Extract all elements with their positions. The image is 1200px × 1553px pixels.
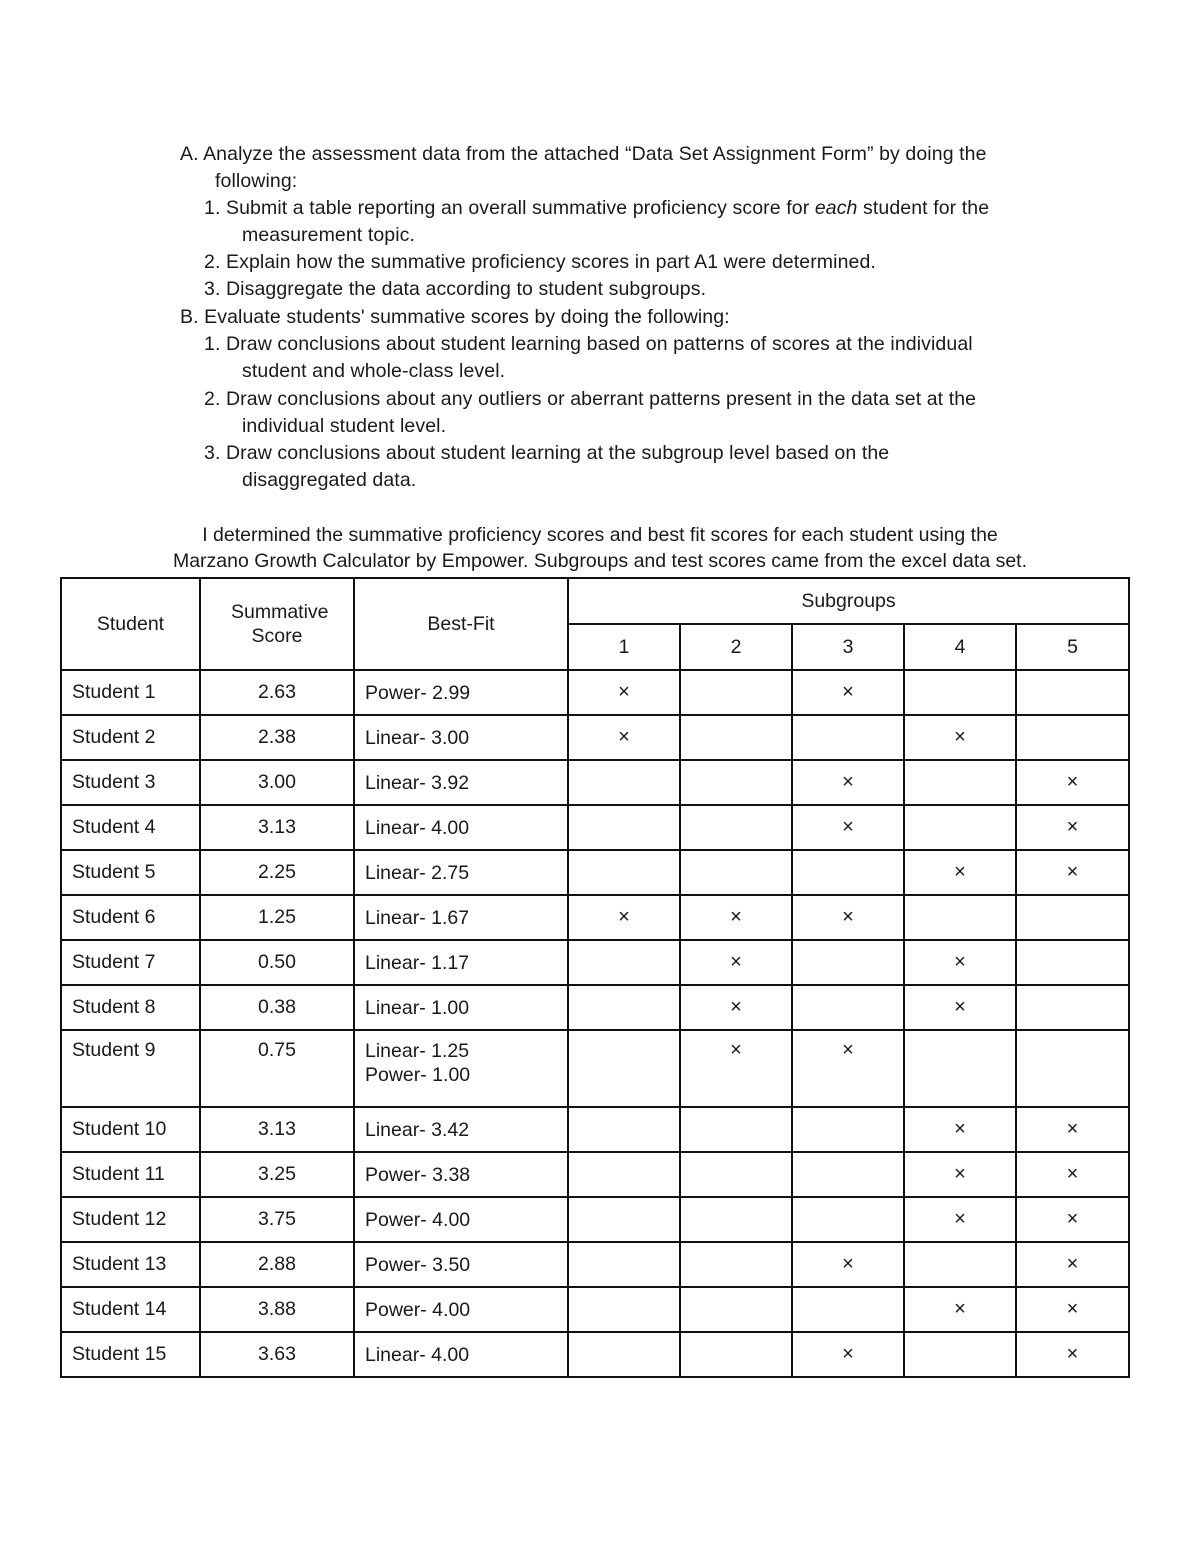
subgroup-1-cell: [568, 850, 680, 895]
section-a-item3: [204, 276, 706, 303]
subgroup-3-cell: [792, 760, 904, 805]
subgroup-2-cell: [680, 760, 792, 805]
student-name-cell: Student 14: [61, 1287, 200, 1332]
subgroup-5-cell: [1016, 940, 1129, 985]
subgroup-5-cell: [1016, 1030, 1129, 1107]
best-fit-cell: [354, 940, 568, 985]
subgroup-4-cell: [904, 1030, 1016, 1107]
section-b-item3-line1: [204, 440, 889, 467]
section-b-marker: B.: [180, 306, 199, 328]
section-b-item2-line1: [204, 386, 976, 413]
subgroup-3-cell: [792, 1242, 904, 1287]
subgroup-4-cell: [904, 1287, 1016, 1332]
section-a-marker: A.: [180, 143, 199, 165]
subgroup-5-cell: [1016, 985, 1129, 1030]
subgroup-4-cell: [904, 1197, 1016, 1242]
subgroup-mark: ×: [842, 1253, 854, 1275]
item-text: Draw conclusions about student learning based on patterns of scores at the individual: [226, 333, 973, 355]
subgroup-1-cell: [568, 715, 680, 760]
subgroup-3-cell: [792, 985, 904, 1030]
best-fit-cell: [354, 805, 568, 850]
subgroup-3-cell: [792, 715, 904, 760]
subgroup-1-cell: [568, 1332, 680, 1377]
student-name-cell: Student 10: [61, 1107, 200, 1152]
section-b-text: Evaluate students' summative scores by doing the following:: [204, 306, 730, 328]
subgroup-5-cell: [1016, 760, 1129, 805]
item-text: Explain how the summative proficiency scores in part A1 were determined.: [226, 251, 876, 273]
subgroup-mark: ×: [730, 906, 742, 928]
best-fit-value: Power- 3.38: [365, 1163, 471, 1186]
summative-score-cell: 3.63: [200, 1332, 354, 1377]
best-fit-value: Power- 4.00: [365, 1298, 471, 1321]
subgroup-mark: ×: [1066, 1343, 1079, 1365]
subgroup-5-cell: [1016, 1332, 1129, 1377]
section-b-item1-line2: student and whole-class level.: [242, 360, 506, 382]
table-row: [61, 670, 1129, 715]
table-row: [61, 1197, 1129, 1242]
table-row: [61, 1107, 1129, 1152]
subgroup-1-cell: [568, 670, 680, 715]
summative-score-cell: 0.38: [200, 985, 354, 1030]
best-fit-cell: [354, 1197, 568, 1242]
student-name-cell: Student 4: [61, 805, 200, 850]
table-row: [61, 715, 1129, 760]
best-fit-cell: [354, 1332, 568, 1377]
student-name-cell: Student 1: [61, 670, 200, 715]
subgroup-4-cell: [904, 1107, 1016, 1152]
summative-score-cell: 2.25: [200, 850, 354, 895]
subgroup-mark: ×: [1066, 1118, 1079, 1140]
subgroup-3-cell: [792, 1287, 904, 1332]
subgroup-3-cell: [792, 1030, 904, 1107]
subgroup-1-cell: [568, 985, 680, 1030]
summative-score-cell: 0.75: [200, 1030, 354, 1107]
subgroup-2-cell: [680, 850, 792, 895]
best-fit-value: Linear- 3.92: [365, 771, 470, 794]
subgroup-mark: ×: [842, 681, 854, 703]
subgroup-2-cell: [680, 1152, 792, 1197]
best-fit-cell: [354, 850, 568, 895]
best-fit-cell: [354, 895, 568, 940]
student-name-cell: Student 3: [61, 760, 200, 805]
table-row: [61, 760, 1129, 805]
subgroup-header-4: 4: [904, 624, 1016, 670]
table-row: [61, 1242, 1129, 1287]
student-name-cell: Student 2: [61, 715, 200, 760]
best-fit-cell: [354, 1242, 568, 1287]
section-a-item1-line2: measurement topic.: [242, 224, 416, 246]
table-header-row: [61, 578, 1129, 624]
subgroup-3-cell: [792, 1197, 904, 1242]
summative-score-cell: 0.50: [200, 940, 354, 985]
subgroup-mark: ×: [1066, 1208, 1079, 1230]
subgroup-3-cell: [792, 805, 904, 850]
subgroup-mark: ×: [954, 996, 966, 1018]
best-fit-value: Linear- 4.00: [365, 1343, 470, 1366]
section-a-item1-line1: [204, 195, 989, 222]
subgroup-5-cell: [1016, 715, 1129, 760]
subgroup-2-cell: [680, 1107, 792, 1152]
subgroup-1-cell: [568, 805, 680, 850]
best-fit-cell: [354, 1287, 568, 1332]
intro-line1: I determined the summative proficiency scores and best fit scores for each student using the: [202, 524, 998, 546]
subgroup-mark: ×: [1066, 816, 1079, 838]
subgroup-mark: ×: [618, 681, 630, 703]
subgroup-mark: ×: [618, 726, 630, 748]
table-row: [61, 985, 1129, 1030]
subgroup-3-cell: [792, 940, 904, 985]
subgroup-mark: ×: [954, 1298, 966, 1320]
subgroup-4-cell: [904, 1152, 1016, 1197]
summative-score-cell: 3.88: [200, 1287, 354, 1332]
summative-column-header: Summative Score: [200, 578, 354, 670]
subgroup-4-cell: [904, 1242, 1016, 1287]
subgroup-header-1: 1: [568, 624, 680, 670]
section-b-item2-line2: individual student level.: [242, 415, 447, 437]
student-column-header: Student: [61, 578, 200, 670]
subgroup-mark: ×: [1066, 771, 1079, 793]
subgroup-1-cell: [568, 1107, 680, 1152]
item-marker: 3.: [204, 278, 221, 300]
subgroup-4-cell: [904, 895, 1016, 940]
subgroup-mark: ×: [954, 1208, 966, 1230]
subgroup-5-cell: [1016, 1107, 1129, 1152]
subgroup-5-cell: [1016, 1242, 1129, 1287]
item-text: Disaggregate the data according to student subgroups.: [226, 278, 707, 300]
subgroup-mark: ×: [1066, 1298, 1079, 1320]
subgroup-2-cell: [680, 1030, 792, 1107]
subgroup-4-cell: [904, 715, 1016, 760]
best-fit-cell: [354, 1107, 568, 1152]
subgroup-2-cell: [680, 1332, 792, 1377]
table-row: [61, 1332, 1129, 1377]
subgroup-1-cell: [568, 1287, 680, 1332]
best-fit-value: Power- 1.00: [365, 1064, 471, 1086]
subgroup-header-2: 2: [680, 624, 792, 670]
item-emphasis: each: [814, 197, 858, 219]
student-name-cell: Student 5: [61, 850, 200, 895]
best-fit-value: Linear- 1.17: [365, 951, 470, 974]
subgroup-1-cell: [568, 940, 680, 985]
item-marker: 2.: [204, 251, 221, 273]
subgroup-5-cell: [1016, 1197, 1129, 1242]
subgroup-2-cell: [680, 940, 792, 985]
subgroup-header-3: 3: [792, 624, 904, 670]
best-fit-value: Linear- 1.67: [365, 906, 470, 929]
subgroup-1-cell: [568, 1242, 680, 1287]
intro-line2: Marzano Growth Calculator by Empower. Subgroups and test scores came from the excel data set.: [172, 550, 1028, 572]
subgroup-2-cell: [680, 1287, 792, 1332]
subgroup-2-cell: [680, 715, 792, 760]
best-fit-value: Linear- 3.00: [365, 726, 470, 749]
subgroup-5-cell: [1016, 670, 1129, 715]
subgroup-2-cell: [680, 985, 792, 1030]
best-fit-value: Power- 4.00: [365, 1208, 471, 1231]
intro-paragraph: [140, 522, 1060, 574]
subgroup-mark: ×: [954, 1163, 966, 1185]
subgroup-3-cell: [792, 850, 904, 895]
subgroup-4-cell: [904, 940, 1016, 985]
section-b-item1-line1: [204, 331, 973, 358]
subgroup-3-cell: [792, 670, 904, 715]
best-fit-cell: [354, 760, 568, 805]
subgroup-1-cell: [568, 895, 680, 940]
best-fit-value: Power- 3.50: [365, 1253, 471, 1276]
subgroup-5-cell: [1016, 850, 1129, 895]
subgroup-mark: ×: [1066, 1253, 1079, 1275]
best-fit-cell: [354, 715, 568, 760]
item-text: Submit a table reporting an overall summative proficiency score for: [226, 197, 815, 219]
student-name-cell: Student 7: [61, 940, 200, 985]
subgroup-4-cell: [904, 670, 1016, 715]
table-row: [61, 850, 1129, 895]
item-marker: 3.: [204, 442, 221, 464]
subgroup-3-cell: [792, 1332, 904, 1377]
table-row: [61, 805, 1129, 850]
section-b-item3-line2: disaggregated data.: [242, 469, 417, 491]
subgroup-2-cell: [680, 670, 792, 715]
subgroup-mark: ×: [842, 906, 854, 928]
best-fit-value: Linear- 1.00: [365, 996, 470, 1019]
subgroup-5-cell: [1016, 805, 1129, 850]
student-name-cell: Student 11: [61, 1152, 200, 1197]
best-fit-value: Linear- 3.42: [365, 1118, 470, 1141]
section-a-line2: following:: [215, 170, 298, 192]
subgroup-header-5: 5: [1016, 624, 1129, 670]
subgroup-mark: ×: [954, 861, 966, 883]
summative-score-cell: 2.63: [200, 670, 354, 715]
item-marker: 2.: [204, 388, 221, 410]
subgroup-1-cell: [568, 1152, 680, 1197]
subgroup-4-cell: [904, 850, 1016, 895]
subgroup-4-cell: [904, 805, 1016, 850]
table-row: [61, 940, 1129, 985]
summative-score-cell: 2.88: [200, 1242, 354, 1287]
student-name-cell: Student 12: [61, 1197, 200, 1242]
summative-score-cell: 1.25: [200, 895, 354, 940]
item-marker: 1.: [204, 197, 221, 219]
subgroup-3-cell: [792, 1107, 904, 1152]
subgroup-mark: ×: [1066, 861, 1079, 883]
section-a-line1: [180, 141, 987, 168]
subgroup-mark: ×: [730, 996, 742, 1018]
section-a-item2: [204, 249, 876, 276]
best-fit-column-header: Best-Fit: [354, 578, 568, 670]
subgroup-mark: ×: [842, 1039, 854, 1061]
subgroup-4-cell: [904, 985, 1016, 1030]
summative-score-cell: 3.75: [200, 1197, 354, 1242]
table-row: [61, 1152, 1129, 1197]
subgroup-3-cell: [792, 895, 904, 940]
table-row: [61, 1030, 1129, 1107]
subgroup-4-cell: [904, 1332, 1016, 1377]
best-fit-value: Linear- 1.25: [365, 1040, 470, 1062]
subgroup-mark: ×: [954, 726, 966, 748]
subgroup-2-cell: [680, 805, 792, 850]
student-name-cell: Student 13: [61, 1242, 200, 1287]
summative-score-cell: 3.25: [200, 1152, 354, 1197]
subgroup-2-cell: [680, 895, 792, 940]
table-row: [61, 895, 1129, 940]
item-text: Draw conclusions about student learning at the subgroup level based on the: [226, 442, 890, 464]
subgroup-5-cell: [1016, 1287, 1129, 1332]
subgroup-mark: ×: [842, 1343, 854, 1365]
student-name-cell: Student 9: [61, 1030, 200, 1107]
best-fit-value: Power- 2.99: [365, 681, 471, 704]
subgroup-1-cell: [568, 1197, 680, 1242]
subgroup-1-cell: [568, 760, 680, 805]
summative-score-cell: 3.00: [200, 760, 354, 805]
subgroup-5-cell: [1016, 1152, 1129, 1197]
table-row: [61, 1287, 1129, 1332]
subgroup-mark: ×: [954, 1118, 966, 1140]
subgroup-mark: ×: [618, 906, 630, 928]
summative-score-cell: 3.13: [200, 805, 354, 850]
best-fit-cell: [354, 1030, 568, 1107]
section-b-line1: [180, 304, 730, 331]
item-text: Draw conclusions about any outliers or aberrant patterns present in the data set at the: [226, 388, 977, 410]
subgroup-4-cell: [904, 760, 1016, 805]
subgroup-2-cell: [680, 1197, 792, 1242]
item-text-end: student for the: [857, 197, 990, 219]
subgroup-mark: ×: [1066, 1163, 1079, 1185]
best-fit-value: Linear- 2.75: [365, 861, 470, 884]
subgroup-mark: ×: [730, 951, 742, 973]
student-name-cell: Student 15: [61, 1332, 200, 1377]
best-fit-cell: [354, 1152, 568, 1197]
summative-score-cell: 3.13: [200, 1107, 354, 1152]
summative-score-cell: 2.38: [200, 715, 354, 760]
student-name-cell: Student 6: [61, 895, 200, 940]
best-fit-cell: [354, 670, 568, 715]
best-fit-cell: [354, 985, 568, 1030]
subgroup-mark: ×: [842, 816, 854, 838]
subgroup-mark: ×: [730, 1039, 742, 1061]
subgroup-mark: ×: [842, 771, 854, 793]
subgroup-mark: ×: [954, 951, 966, 973]
best-fit-value: Linear- 4.00: [365, 816, 470, 839]
section-a-text: Analyze the assessment data from the attached “Data Set Assignment Form” by doing the: [203, 143, 987, 165]
scores-table: [60, 577, 1130, 1378]
table-body: [61, 670, 1129, 1377]
subgroup-2-cell: [680, 1242, 792, 1287]
subgroup-1-cell: [568, 1030, 680, 1107]
item-marker: 1.: [204, 333, 221, 355]
subgroup-3-cell: [792, 1152, 904, 1197]
subgroups-header: Subgroups: [568, 578, 1129, 624]
student-name-cell: Student 8: [61, 985, 200, 1030]
subgroup-5-cell: [1016, 895, 1129, 940]
